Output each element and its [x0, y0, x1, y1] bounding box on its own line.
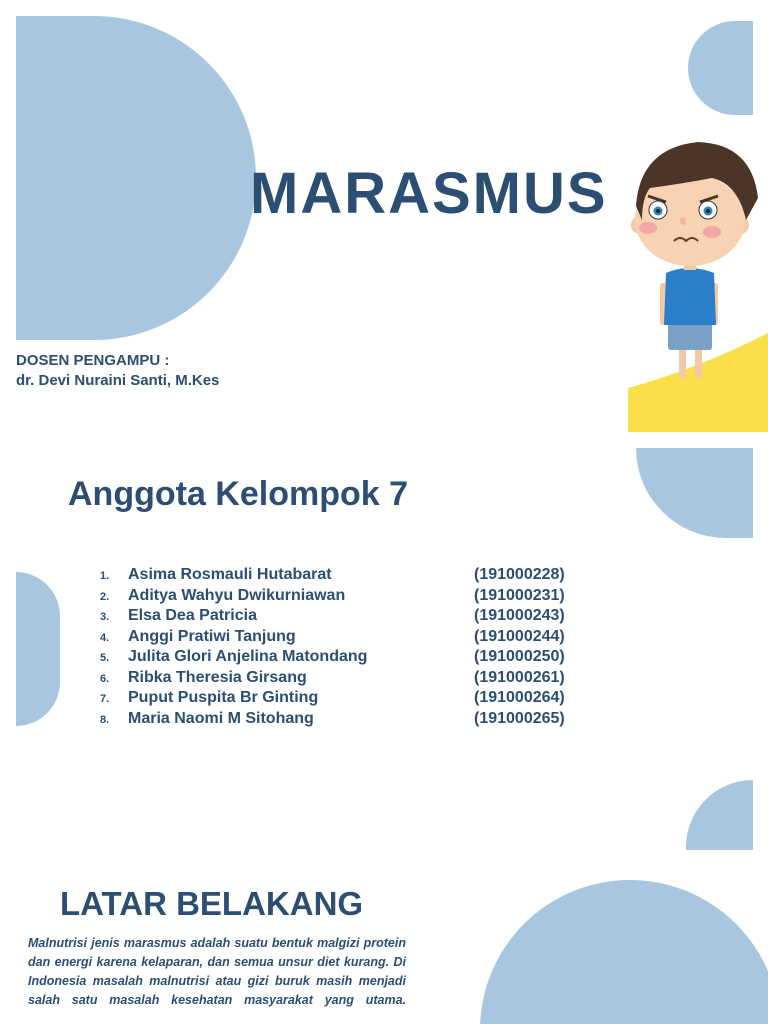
decor-half-circle-left	[16, 572, 60, 726]
slide-title	[0, 0, 768, 432]
list-item: 1. Asima Rosmauli Hutabarat (191000228)	[100, 566, 565, 583]
decor-half-circle-right	[636, 448, 753, 538]
members-heading: Anggota Kelompok 7	[68, 475, 409, 513]
list-item: 2. Aditya Wahyu Dwikurniawan (191000231)	[100, 586, 565, 604]
page-title: MARASMUS	[250, 161, 608, 226]
sad-boy-illustration	[620, 128, 768, 432]
decor-half-circle-top-right	[688, 21, 753, 115]
background-heading: LATAR BELAKANG	[60, 885, 364, 922]
list-item: 4. Anggi Pratiwi Tanjung (191000244)	[100, 627, 565, 645]
list-item: 3. Elsa Dea Patricia (191000243)	[100, 607, 565, 624]
decor-large-circle-bottom	[480, 880, 768, 1024]
lecturer-name: dr. Devi Nuraini Santi, M.Kes	[16, 372, 220, 389]
list-item: 7. Puput Puspita Br Ginting (191000264)	[100, 689, 565, 706]
list-item: 8. Maria Naomi M Sitohang (191000265)	[100, 709, 565, 727]
members-list	[100, 566, 620, 730]
decor-quarter-circle-bottom-right	[686, 780, 753, 850]
list-item: 5. Julita Glori Anjelina Matondang (191000250)	[100, 648, 565, 665]
decor-half-circle-large	[16, 16, 256, 340]
background-paragraph: Malnutrisi jenis marasmus adalah suatu bentuk malgizi protein dan energi karena kelaparan, dan semua unsur diet kurang. Di Indonesia masalah malnutrisi atau gizi buruk masih menjadi salah satu masalah kesehatan masyarakat yang utama.	[28, 936, 406, 1007]
lecturer-block	[16, 351, 219, 391]
lecturer-label: DOSEN PENGAMPU :	[16, 352, 170, 369]
list-item: 6. Ribka Theresia Girsang (191000261)	[100, 668, 565, 686]
